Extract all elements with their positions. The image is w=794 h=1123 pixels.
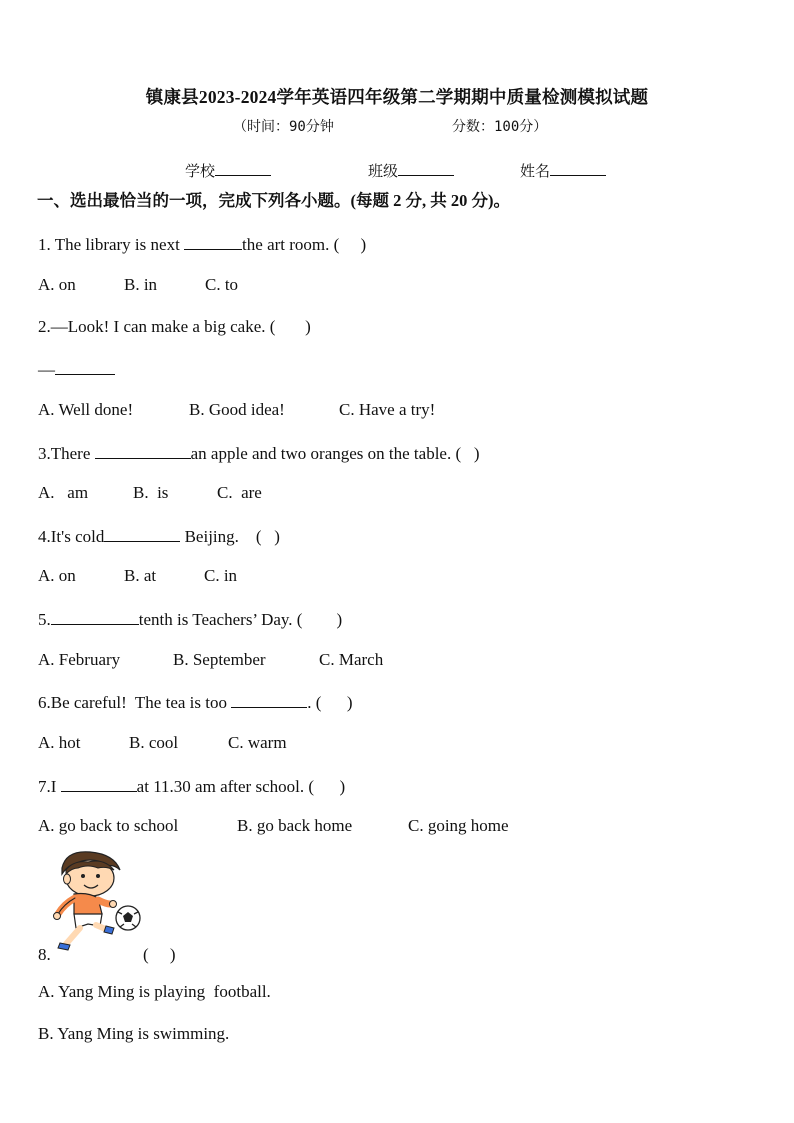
question-4 [38,525,280,547]
school-field[interactable] [185,159,271,182]
q5-option-c[interactable]: C. March [319,650,384,669]
q3-option-c[interactable]: C. are [217,483,262,502]
question-6 [38,691,353,713]
section-heading: 一、选出最恰当的一项，完成下列各小题。(每题 2 分, 共 20 分)。 [37,191,510,210]
q1-option-a[interactable]: A. on [38,275,76,294]
q2-option-a[interactable]: A. Well done! [38,400,134,419]
q7-blank[interactable] [61,775,137,792]
question-8-number: 8. [38,945,51,964]
q3-text-end: an apple and two oranges on the table. ( ) [190,444,480,463]
q8-answer-paren[interactable]: ( ) [143,945,176,964]
q2-reply [38,358,115,380]
q2-dash: — [38,360,55,379]
q8-option-b[interactable]: B. Yang Ming is swimming. [38,1024,230,1043]
question-7 [38,775,345,797]
q5-text-end: tenth is Teachers’ Day. ( ) [138,610,343,629]
school-blank[interactable] [215,159,271,176]
q7-option-c[interactable]: C. going home [408,816,509,835]
q2-option-c[interactable]: C. Have a try! [339,400,436,419]
q6-option-c[interactable]: C. warm [228,733,287,752]
question-3 [38,442,480,464]
q4-option-b[interactable]: B. at [124,566,157,585]
q3-option-b[interactable]: B. is [133,483,169,502]
q7-text: 7.I [38,777,61,796]
q2-blank[interactable] [55,358,115,375]
q6-text: 6.Be careful! The tea is too [38,693,232,712]
q7-option-a[interactable]: A. go back to school [38,816,179,835]
q1-option-b[interactable]: B. in [124,275,158,294]
q6-option-a[interactable]: A. hot [38,733,81,752]
q5-option-b[interactable]: B. September [173,650,266,669]
school-label: 学校 [185,164,216,180]
q4-option-a[interactable]: A. on [38,566,76,585]
q3-blank[interactable] [95,442,191,459]
page-title: 镇康县2023-2024学年英语四年级第二学期期中质量检测模拟试题 [145,87,649,107]
exam-time: （时间：90分钟 [233,119,334,135]
q3-text: 3.There [38,444,95,463]
q6-option-b[interactable]: B. cool [129,733,179,752]
q1-text: 1. The library is next [38,235,185,254]
q5-blank[interactable] [51,608,139,625]
name-field[interactable] [520,159,606,182]
class-field[interactable] [368,159,454,182]
boy-playing-football-illustration [48,848,148,958]
q4-text-end: Beijing. ( ) [180,527,280,546]
q1-option-c[interactable]: C. to [205,275,239,294]
exam-score: 分数：100分） [452,119,548,135]
q8-option-a[interactable]: A. Yang Ming is playing football. [38,982,271,1001]
q1-text-end: the art room. ( ) [242,235,367,254]
q4-blank[interactable] [104,525,180,542]
q7-text-end: at 11.30 am after school. ( ) [136,777,346,796]
name-blank[interactable] [550,159,606,176]
q6-blank[interactable] [231,691,307,708]
q7-option-b[interactable]: B. go back home [237,816,353,835]
q5-option-a[interactable]: A. February [38,650,121,669]
class-label: 班级 [368,164,399,180]
question-1 [38,233,366,255]
q3-option-a[interactable]: A. am [38,483,89,502]
q2-option-b[interactable]: B. Good idea! [189,400,285,419]
class-blank[interactable] [398,159,454,176]
question-2: 2.—Look! I can make a big cake. ( ) [38,317,311,336]
q4-option-c[interactable]: C. in [204,566,238,585]
question-5 [38,608,342,630]
q6-text-end: . ( ) [307,693,353,712]
q4-text: 4.It's cold [38,527,105,546]
q1-blank[interactable] [184,233,242,250]
name-label: 姓名 [520,164,551,180]
q5-text: 5. [38,610,51,629]
